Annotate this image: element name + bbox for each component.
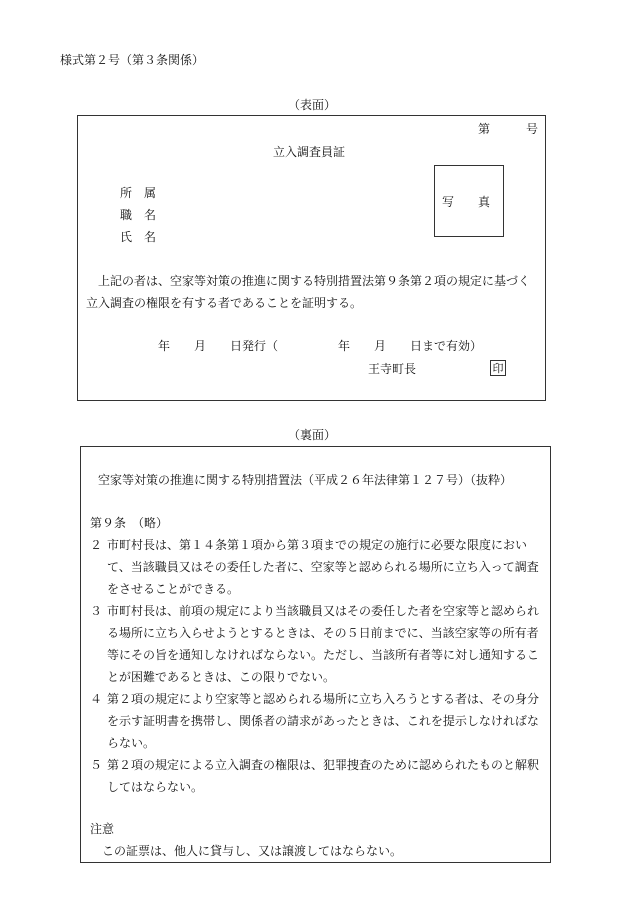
item-text: 市町村長は、前項の規定により当該職員又はその委任した者を空家等と認められる場所に立ち入らせようとするときは、その５日前までに、当該空家等の所有者等にその旨を通知しなければならない。ただし、当該所有者等に対し通知することが困難であるときは、この限りでない。 <box>107 604 540 684</box>
number-label: 第 <box>478 122 491 136</box>
photo-label: 写 真 <box>441 194 496 209</box>
item-text: 市町村長は、第１４条第１項から第３項までの規定の施行に必要な限度において、当該職員又はその委任した者に、空家等と認められる場所に立ち入って調査をさせることができる。 <box>107 538 539 596</box>
back-caption: （裏面） <box>288 428 337 442</box>
item-number: ５ <box>90 758 103 772</box>
note-heading: 注意 <box>90 822 115 836</box>
seal-label: 印 <box>492 362 504 375</box>
item-text: 第２項の規定により空家等と認められる場所に立ち入ろうとする者は、その身分を示す証明書を携帯し、関係者の請求があったときは、これを提示しなければならない。 <box>107 692 540 750</box>
article-item <box>90 600 550 688</box>
front-caption: （表面） <box>288 98 337 112</box>
law-title: 空家等対策の推進に関する特別措置法（平成２６年法律第１２７号）（抜粋） <box>98 473 513 487</box>
article-item <box>90 534 550 600</box>
field-name: 氏 名 <box>120 230 157 244</box>
item-number: ２ <box>90 538 103 552</box>
seal-mark <box>490 360 506 376</box>
form-label: 様式第２号（第３条関係） <box>60 53 205 67</box>
field-position: 職 名 <box>120 208 157 222</box>
certification-statement: 上記の者は、空家等対策の推進に関する特別措置法第９条第２項の規定に基づく立入調査の権限を有する者であることを証明する。 <box>86 274 531 310</box>
field-affiliation: 所 属 <box>120 186 157 200</box>
card-title: 立入調査員証 <box>273 145 346 159</box>
item-text: 第２項の規定による立入調査の権限は、犯罪捜査のために認められたものと解釈してはならない。 <box>107 758 540 794</box>
article-item <box>90 688 550 754</box>
item-number: ３ <box>90 604 103 618</box>
number-suffix: 号 <box>526 122 539 136</box>
article-heading: 第９条 （略） <box>90 516 169 530</box>
article-item <box>90 754 550 798</box>
issue-validity-line: 年 月 日発行（ 年 月 日まで有効） <box>158 339 483 353</box>
issuer: 王寺町長 <box>368 362 417 376</box>
photo-box <box>434 165 504 237</box>
item-number: ４ <box>90 692 103 706</box>
note-text: この証票は、他人に貸与し、又は譲渡してはならない。 <box>102 844 403 858</box>
